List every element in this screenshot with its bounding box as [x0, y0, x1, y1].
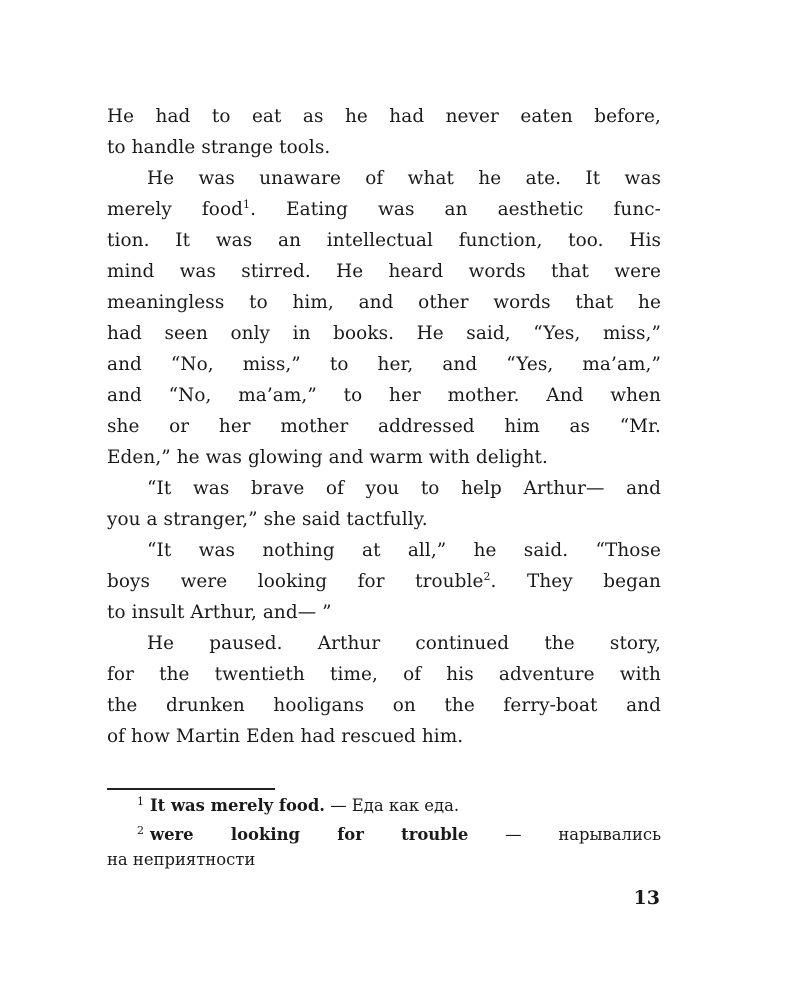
text-line: to insult Arthur, and— ”: [107, 602, 332, 623]
footnote-divider: [107, 788, 275, 790]
text-line: she or her mother addressed him as “Mr.: [107, 416, 661, 437]
text-line: He was unaware of what he ate. It was: [147, 168, 661, 189]
text-line: and “No, miss,” to her, and “Yes, ma’am,”: [107, 354, 661, 375]
text-line: mind was stirred. He heard words that were: [107, 261, 661, 282]
text-line: you a stranger,” she said tactfully.: [107, 509, 428, 530]
page-number: 13: [633, 887, 660, 909]
text-line: and “No, ma’am,” to her mother. And when: [107, 385, 661, 406]
text-line: merely food$^1$. Eating was an aesthetic func-: [107, 198, 661, 220]
text-line: for the twentieth time, of his adventure with: [107, 664, 661, 685]
text-line: “It was nothing at all,” he said. “Those: [147, 540, 661, 561]
text-line: to handle strange tools.: [107, 137, 331, 158]
text-line: of how Martin Eden had rescued him.: [107, 726, 464, 747]
text-line: meaningless to him, and other words that he: [107, 292, 661, 313]
footnote-1: $^1$ It was merely food. — Еда как еда.: [137, 795, 460, 815]
text-line: “It was brave of you to help Arthur— and: [147, 478, 661, 499]
text-line: boys were looking for trouble$^2$. They began: [107, 570, 662, 592]
text-line: tion. It was an intellectual function, too. His: [107, 230, 661, 251]
text-line: the drunken hooligans on the ferry-boat and: [107, 695, 661, 716]
body-text: [107, 101, 661, 752]
text-line: Eden,” he was glowing and warm with delight.: [107, 447, 548, 468]
text-line: had seen only in books. He said, “Yes, miss,”: [107, 323, 661, 344]
footnote-ref: 2: [483, 570, 491, 583]
footnote-2-continued: на неприятности: [107, 850, 256, 869]
footnote-ref: 1: [243, 198, 251, 211]
text-line: He paused. Arthur continued the story,: [147, 633, 661, 654]
footnote-2: $^2$ were looking for trouble — нарывались: [137, 824, 661, 844]
text-line: He had to eat as he had never eaten before,: [107, 106, 661, 127]
